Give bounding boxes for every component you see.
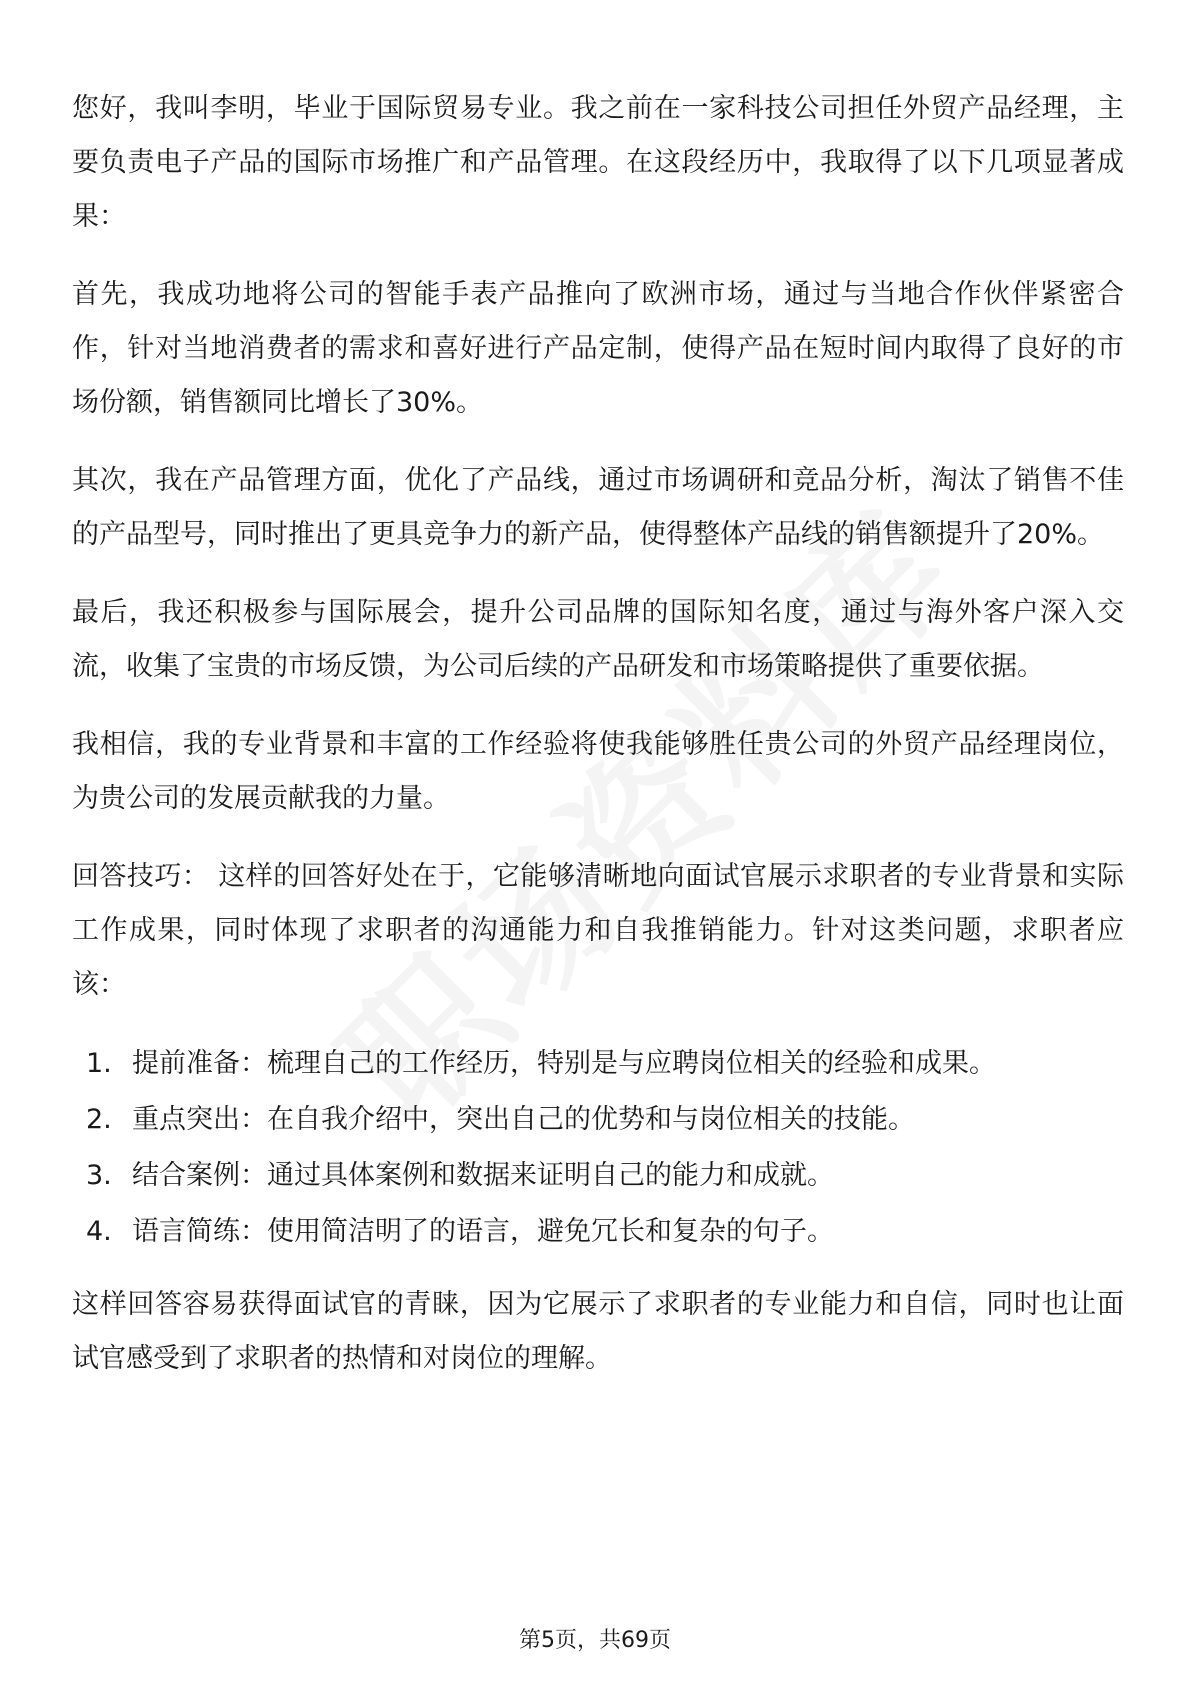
list-item-number: 4. [86,1216,112,1247]
paragraph-second: 其次，我在产品管理方面，优化了产品线，通过市场调研和竞品分析，淘汰了销售不佳的产品型号，同时推出了更具竞争力的新产品，使得整体产品线的销售额提升了20%。 [72,465,1124,550]
list-item-text: 结合案例：通过具体案例和数据来证明自己的能力和成就。 [132,1160,834,1191]
list-item-number: 1. [86,1048,112,1079]
list-item [72,1092,1124,1148]
paragraph-answer-tips: 回答技巧： 这样的回答好处在于，它能够清晰地向面试官展示求职者的专业背景和实际工作成果，同时体现了求职者的沟通能力和自我推销能力。针对这类问题，求职者应该： [72,861,1124,1000]
list-item-text: 提前准备：梳理自己的工作经历，特别是与应聘岗位相关的经验和成果。 [132,1048,996,1079]
list-item-text: 重点突出：在自我介绍中，突出自己的优势和与岗位相关的技能。 [132,1104,915,1135]
list-item [72,1204,1124,1260]
tips-list [72,1036,1124,1260]
list-item-text: 语言简练：使用简洁明了的语言，避免冗长和复杂的句子。 [132,1216,834,1247]
list-item [72,1148,1124,1204]
paragraph-conclusion: 我相信，我的专业背景和丰富的工作经验将使我能够胜任贵公司的外贸产品经理岗位，为贵公司的发展贡献我的力量。 [72,729,1124,814]
paragraph-closing: 这样回答容易获得面试官的青睐，因为它展示了求职者的专业能力和自信，同时也让面试官感受到了求职者的热情和对岗位的理解。 [72,1289,1124,1374]
page-content [72,82,1124,1410]
paragraph-first: 首先，我成功地将公司的智能手表产品推向了欧洲市场，通过与当地合作伙伴紧密合作，针对当地消费者的需求和喜好进行产品定制，使得产品在短时间内取得了良好的市场份额，销售额同比增长了30%。 [72,279,1124,418]
page-number-footer: 第5页，共69页 [519,1628,671,1653]
paragraph-intro: 您好，我叫李明，毕业于国际贸易专业。我之前在一家科技公司担任外贸产品经理，主要负责电子产品的国际市场推广和产品管理。在这段经历中，我取得了以下几项显著成果： [72,93,1124,232]
list-item [72,1036,1124,1092]
list-item-number: 2. [86,1104,112,1135]
paragraph-last: 最后，我还积极参与国际展会，提升公司品牌的国际知名度，通过与海外客户深入交流，收集了宝贵的市场反馈，为公司后续的产品研发和市场策略提供了重要依据。 [72,597,1124,682]
list-item-number: 3. [86,1160,112,1191]
